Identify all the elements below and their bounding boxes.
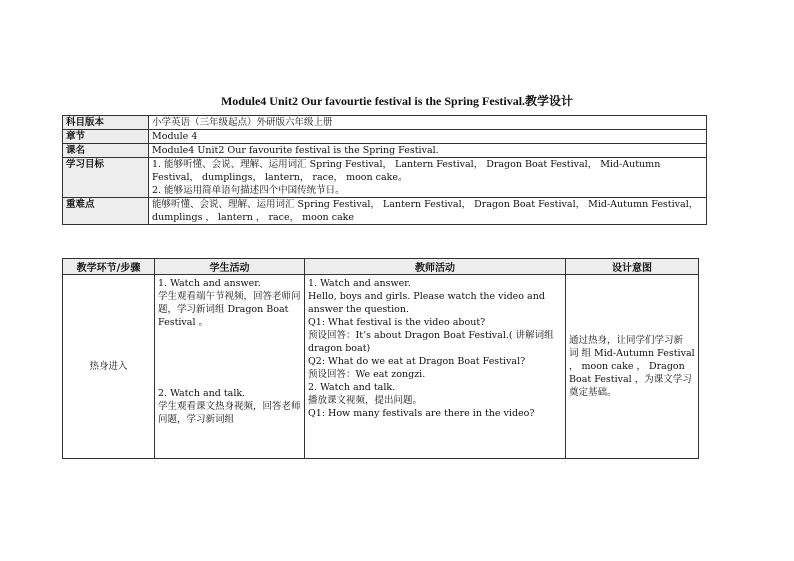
student-line: 1. Watch and answer. <box>158 278 261 289</box>
teacher-line: 播放课文视频，提出问题。 <box>308 395 423 406</box>
student-activity-cell <box>155 275 305 459</box>
info-value: 能够听懂、会说、理解、运用词汇 Spring Festival， Lantern Festival， Dragon Boat Festival， Mid-Autumn Festival， dumplings ， lantern ， race， moon cake <box>149 198 707 225</box>
info-value <box>149 158 707 198</box>
info-row-chapter <box>63 130 707 144</box>
info-row-objectives <box>63 158 707 198</box>
info-label: 科目版本 <box>63 116 149 130</box>
document-title: Module4 Unit2 Our favourtie festival is the Spring Festival.教学设计 <box>220 94 574 108</box>
info-row-subject <box>63 116 707 130</box>
student-line: 学生观看端午节视频，回答老师问题，学习新词组 Dragon Boat Festival 。 <box>158 291 301 328</box>
info-label: 重难点 <box>63 198 149 225</box>
teacher-activity-cell <box>305 275 566 459</box>
student-line: 学生观看课文热身视频，回答老师问题，学习新词组 <box>158 401 301 425</box>
objective-line: 1. 能够听懂、会说、理解、运用词汇 Spring Festival， Lantern Festival， Dragon Boat Festival， Mid-Autumn Festival， dumplings， lantern， race， moon cake。 <box>152 159 661 183</box>
student-line: 2. Watch and talk. <box>158 388 246 399</box>
column-header: 学生活动 <box>155 259 305 275</box>
teacher-line: Q1: How many festivals are there in the video? <box>308 408 535 419</box>
column-header: 教师活动 <box>305 259 566 275</box>
column-header: 教学环节/步骤 <box>63 259 155 275</box>
teacher-line: Q1: What festival is the video about? <box>308 317 486 328</box>
design-intent-cell: 通过热身，让同学们学习新 词 组 Mid-Autumn Festival ， moon cake ， Dragon Boat Festival ，为课文学习奠定基础。 <box>566 275 699 459</box>
teacher-line: 1. Watch and answer. <box>308 278 411 289</box>
info-label: 学习目标 <box>63 158 149 198</box>
info-value: Module4 Unit2 Our favourite festival is the Spring Festival. <box>149 144 707 158</box>
stage-cell: 热身进入 <box>63 275 155 459</box>
teacher-line: 预设回答：It’s about Dragon Boat Festival.( 讲解词组 dragon boat) <box>308 330 554 354</box>
info-label: 课名 <box>63 144 149 158</box>
objective-line: 2. 能够运用简单语句描述四个中国传统节日。 <box>152 185 345 196</box>
table-header-row <box>63 259 699 275</box>
teacher-line: Q2: What do we eat at Dragon Boat Festival? <box>308 356 526 367</box>
info-value: Module 4 <box>149 130 707 144</box>
info-row-key-points <box>63 198 707 225</box>
info-row-lesson <box>63 144 707 158</box>
info-label: 章节 <box>63 130 149 144</box>
teaching-process-table <box>62 258 699 459</box>
info-value: 小学英语（三年级起点）外研版六年级上册 <box>149 116 707 130</box>
teacher-line: 2. Watch and talk. <box>308 382 396 393</box>
course-info-table <box>62 115 707 225</box>
column-header: 设计意图 <box>566 259 699 275</box>
teacher-line: 预设回答：We eat zongzi. <box>308 369 426 380</box>
teacher-line: Hello, boys and girls. Please watch the video and answer the question. <box>308 291 545 315</box>
table-row <box>63 275 699 459</box>
